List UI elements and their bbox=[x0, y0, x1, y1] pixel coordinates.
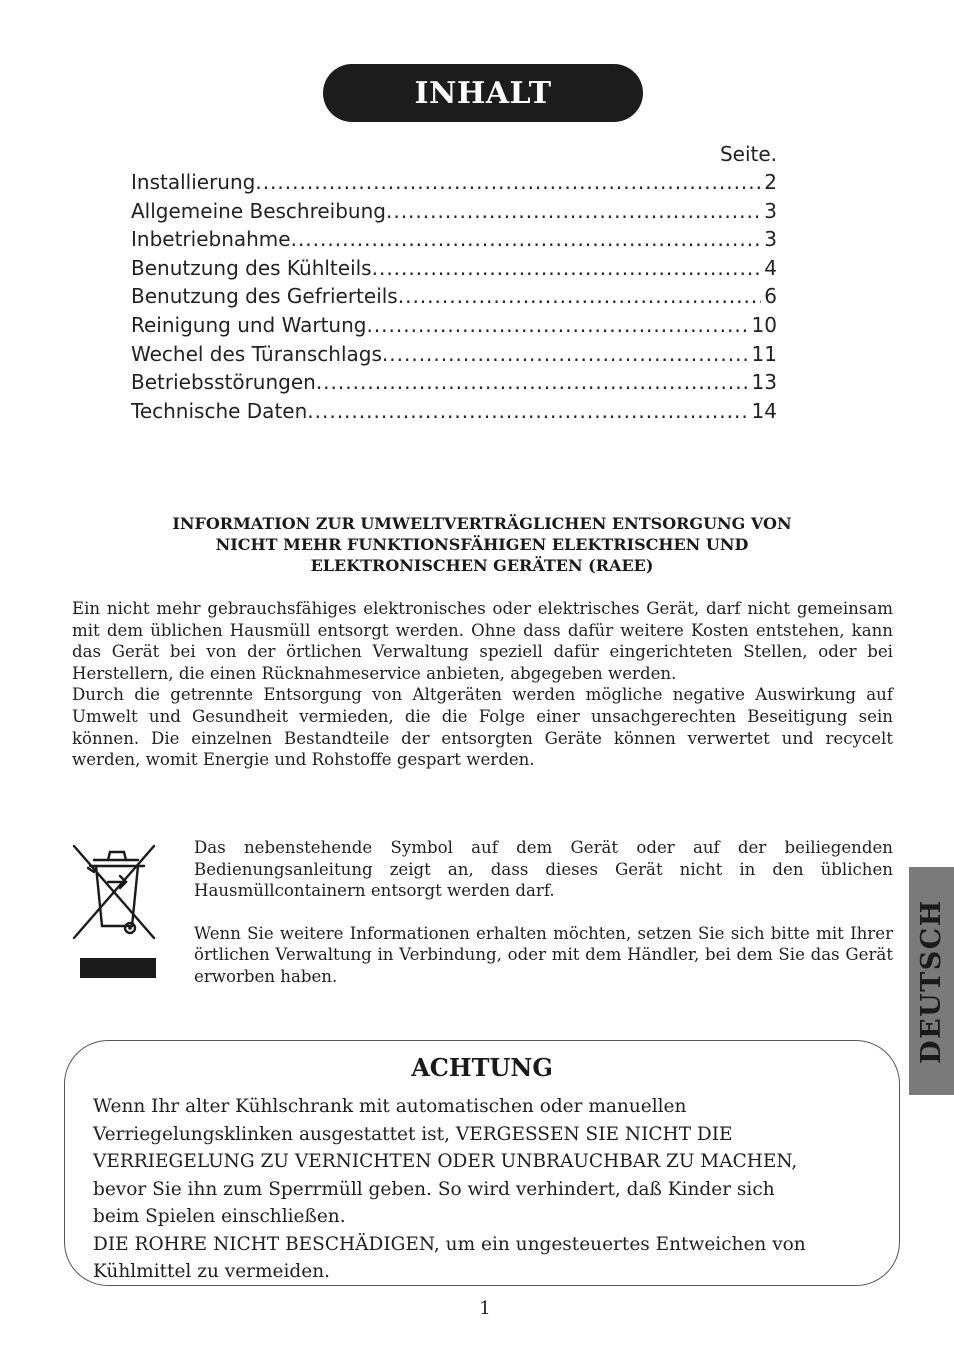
toc-entry bbox=[131, 197, 777, 226]
toc-entry-page: 3 bbox=[764, 198, 777, 223]
language-tab-label: DEUTSCH bbox=[916, 898, 948, 1064]
raee-heading bbox=[72, 513, 892, 576]
toc-entry bbox=[131, 340, 777, 369]
page-number: 1 bbox=[479, 1298, 491, 1319]
raee-paragraph: Durch die getrennte Entsorgung von Altgeräten werden mögliche negative Auswirkung auf Umwelt und Gesundheit vermieden, die die Folge einer unsachgerechten Beseitigung sein können. Die einzelnen Bestandteile der entsorgten Geräte können verwertet und recycelt werden, womit Energie und Rohstoffe gespart werden. bbox=[72, 685, 893, 770]
toc-entry-page: 2 bbox=[764, 170, 777, 194]
toc-leader-dots bbox=[386, 197, 761, 226]
toc-entry-label: Technische Daten bbox=[131, 398, 308, 423]
symbol-explanation bbox=[194, 837, 893, 988]
toc-entry bbox=[131, 368, 777, 397]
language-tab bbox=[909, 867, 954, 1095]
warning-text bbox=[93, 1093, 883, 1286]
warning-line: Verriegelungsklinken ausgestattet ist, VERGESSEN SIE NICHT DIE bbox=[93, 1123, 733, 1145]
toc-entry-page: 13 bbox=[751, 370, 777, 395]
toc-entry bbox=[131, 282, 777, 311]
toc-entry bbox=[131, 311, 777, 340]
toc-entry-label: Allgemeine Beschreibung bbox=[131, 198, 386, 223]
toc-entry-page: 11 bbox=[751, 341, 777, 366]
warning-line: beim Spielen einschließen. bbox=[93, 1206, 346, 1227]
toc-entry-label: Reinigung und Wartung bbox=[131, 312, 367, 337]
toc-entry-label: Benutzung des Kühlteils bbox=[131, 255, 372, 280]
warning-line: bevor Sie ihn zum Sperrmüll geben. So wird verhindert, daß Kinder sich bbox=[93, 1178, 775, 1200]
toc-leader-dots bbox=[398, 282, 762, 311]
warning-title: ACHTUNG bbox=[411, 1053, 553, 1082]
toc-leader-dots bbox=[291, 225, 762, 254]
toc-entry-label: Inbetriebnahme bbox=[131, 227, 291, 252]
warning-line: VERRIEGELUNG ZU VERNICHTEN ODER UNBRAUCHBAR ZU MACHEN, bbox=[93, 1151, 798, 1172]
toc-leader-dots bbox=[372, 254, 762, 283]
toc-entry bbox=[131, 397, 777, 426]
toc-entry-label: Wechel des Türanschlags bbox=[131, 341, 382, 366]
toc-entry bbox=[131, 225, 777, 254]
page-title: INHALT bbox=[323, 64, 643, 122]
raee-heading-line: INFORMATION ZUR UMWELTVERTRÄGLICHEN ENTSORGUNG VON bbox=[172, 514, 792, 533]
toc-entry-label: Betriebsstörungen bbox=[131, 370, 316, 395]
warning-line: Wenn Ihr alter Kühlschrank mit automatischen oder manuellen bbox=[93, 1096, 687, 1117]
toc-entry-page: 14 bbox=[751, 398, 777, 423]
raee-body bbox=[72, 598, 893, 771]
toc-entry-page: 4 bbox=[764, 255, 777, 280]
toc-entry-label: Installierung bbox=[131, 170, 256, 194]
toc-entry bbox=[131, 254, 777, 283]
toc-leader-dots bbox=[316, 368, 749, 397]
toc-leader-dots bbox=[255, 168, 761, 197]
warning-line: DIE ROHRE NICHT BESCHÄDIGEN, um ein ungesteuertes Entweichen von bbox=[93, 1233, 806, 1255]
toc-leader-dots bbox=[366, 311, 748, 340]
toc-entry-page: 10 bbox=[751, 312, 777, 337]
toc-leader-dots bbox=[307, 397, 748, 426]
crossed-out-wheelie-bin-icon bbox=[68, 838, 160, 980]
toc-entry bbox=[131, 168, 777, 197]
raee-heading-line: NICHT MEHR FUNKTIONSFÄHIGEN ELEKTRISCHEN UND bbox=[215, 535, 749, 554]
table-of-contents bbox=[131, 140, 777, 425]
toc-entry-page: 3 bbox=[764, 227, 777, 252]
warning-line: Kühlmittel zu vermeiden. bbox=[93, 1261, 331, 1282]
symbol-paragraph: Das nebenstehende Symbol auf dem Gerät oder auf der beiliegenden Bedienungsanleitung zeigt an, dass dieses Gerät nicht in den üblichen Hausmüllcontainern entsorgt werden darf. bbox=[194, 838, 893, 901]
symbol-paragraph: Wenn Sie weitere Informationen erhalten möchten, setzen Sie sich bitte mit Ihrer örtlichen Verwaltung in Verbindung, oder mit dem Händler, bei dem Sie das Gerät erworben haben. bbox=[194, 923, 893, 986]
toc-entry-label: Benutzung des Gefrierteils bbox=[131, 284, 398, 309]
raee-paragraph: Ein nicht mehr gebrauchsfähiges elektronisches oder elektrisches Gerät, darf nicht gemeinsam mit dem üblichen Hausmüll entsorgt werden. Ohne dass dafür weitere Kosten entstehen, kann das Gerät bei von der örtlichen Verwaltung speziell dafür eingerichteten Stellen, oder bei Herstellern, die einen Rücknahmeservice anbieten, abgegeben werden. bbox=[72, 599, 893, 683]
raee-heading-line: ELEKTRONISCHEN GERÄTEN (RAEE) bbox=[310, 556, 654, 575]
toc-leader-dots bbox=[382, 340, 749, 369]
toc-entry-page: 6 bbox=[764, 284, 777, 309]
warning-box bbox=[64, 1040, 900, 1286]
toc-page-header: Seite. bbox=[719, 142, 777, 166]
